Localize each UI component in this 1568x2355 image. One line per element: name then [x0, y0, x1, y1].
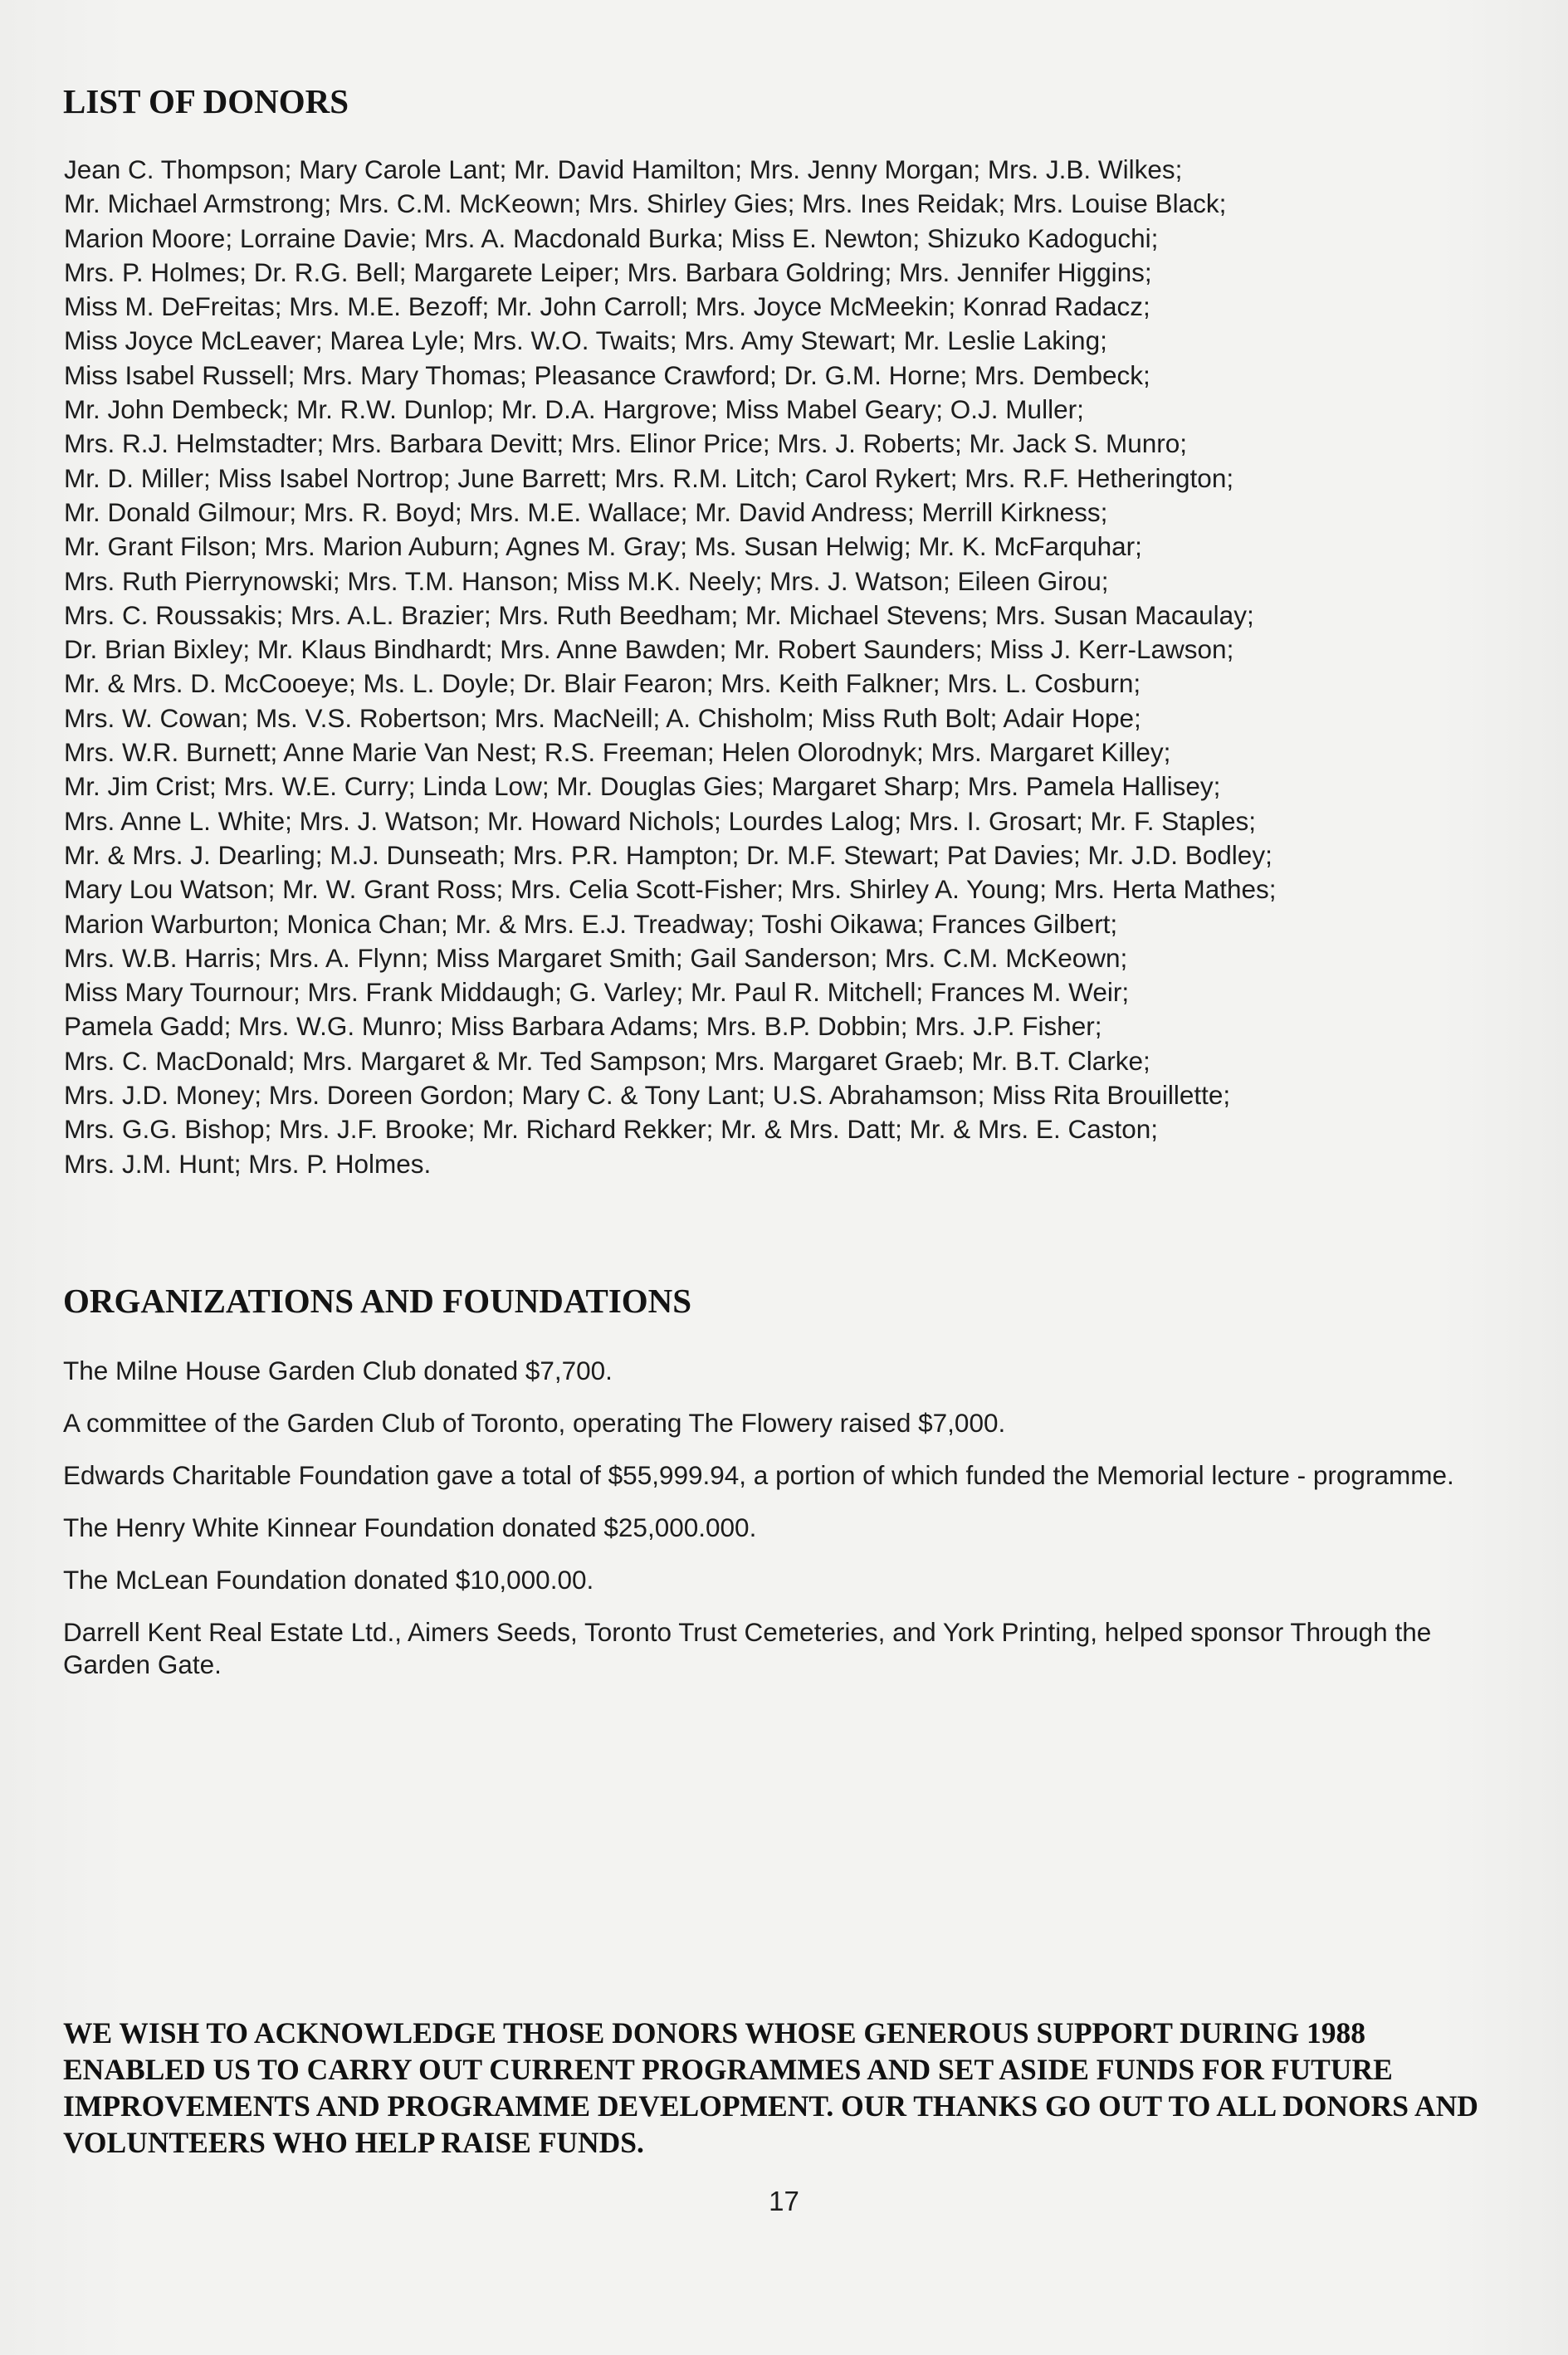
donor-line: Mrs. Ruth Pierrynowski; Mrs. T.M. Hanson; Miss M.K. Neely; Mrs. J. Watson; Eileen Girou;: [64, 565, 1109, 596]
donor-line: Miss Mary Tournour; Mrs. Frank Middaugh; G. Varley; Mr. Paul R. Mitchell; Frances M. Weir;: [64, 977, 1130, 1008]
donor-line: Mrs. W. Cowan; Ms. V.S. Robertson; Mrs. MacNeill; A. Chisholm; Miss Ruth Bolt; Adair Hope;: [64, 702, 1141, 733]
org-edwards-foundation: Edwards Charitable Foundation gave a total of $55,999.94, a portion of which funded the Memorial lecture - programme.: [63, 1460, 1454, 1490]
org-garden-club-toronto: A committee of the Garden Club of Toronto, operating The Flowery raised $7,000.: [63, 1408, 1006, 1438]
donor-line: Dr. Brian Bixley; Mr. Klaus Bindhardt; Mrs. Anne Bawden; Mr. Robert Saunders; Miss J. Kerr-Lawson;: [64, 634, 1234, 665]
org-kinnear-foundation: The Henry White Kinnear Foundation donated $25,000.000.: [63, 1512, 757, 1542]
donor-line: Jean C. Thompson; Mary Carole Lant; Mr. David Hamilton; Mrs. Jenny Morgan; Mrs. J.B. Wilkes;: [64, 154, 1183, 184]
donor-line: Marion Warburton; Monica Chan; Mr. & Mrs. E.J. Treadway; Toshi Oikawa; Frances Gilbert;: [64, 908, 1118, 939]
donor-line: Mrs. C. Roussakis; Mrs. A.L. Brazier; Mrs. Ruth Beedham; Mr. Michael Stevens; Mrs. Susan Macaulay;: [64, 599, 1254, 630]
org-mclean-foundation: The McLean Foundation donated $10,000.00.: [63, 1565, 594, 1595]
donor-line: Mr. John Dembeck; Mr. R.W. Dunlop; Mr. D.A. Hargrove; Miss Mabel Geary; O.J. Muller;: [64, 394, 1084, 425]
donor-line: Mr. & Mrs. D. McCooeye; Ms. L. Doyle; Dr. Blair Fearon; Mrs. Keith Falkner; Mrs. L. Cosburn;: [64, 668, 1141, 699]
donors-heading: LIST OF DONORS: [63, 82, 349, 120]
donor-line: Mrs. J.M. Hunt; Mrs. P. Holmes.: [64, 1148, 432, 1179]
donor-line: Mrs. P. Holmes; Dr. R.G. Bell; Margarete Leiper; Mrs. Barbara Goldring; Mrs. Jennifer Higgins;: [64, 257, 1152, 287]
donor-line: Miss M. DeFreitas; Mrs. M.E. Bezoff; Mr. John Carroll; Mrs. Joyce McMeekin; Konrad Radacz;: [64, 291, 1150, 322]
donor-line: Marion Moore; Lorraine Davie; Mrs. A. Macdonald Burka; Miss E. Newton; Shizuko Kadoguchi;: [64, 222, 1159, 253]
donor-line: Mrs. C. MacDonald; Mrs. Margaret & Mr. Ted Sampson; Mrs. Margaret Graeb; Mr. B.T. Clarke;: [64, 1045, 1150, 1076]
donor-line: Mr. Donald Gilmour; Mrs. R. Boyd; Mrs. M.E. Wallace; Mr. David Andress; Merrill Kirkness;: [64, 496, 1108, 527]
donor-line: Mr. D. Miller; Miss Isabel Nortrop; June Barrett; Mrs. R.M. Litch; Carol Rykert; Mrs. R.F. Hetherington;: [64, 462, 1234, 493]
organizations-heading: ORGANIZATIONS AND FOUNDATIONS: [63, 1282, 692, 1320]
donor-line: Mrs. W.B. Harris; Mrs. A. Flynn; Miss Margaret Smith; Gail Sanderson; Mrs. C.M. McKeown;: [64, 942, 1128, 973]
donor-line: Mary Lou Watson; Mr. W. Grant Ross; Mrs. Celia Scott-Fisher; Mrs. Shirley A. Young; Mrs. Herta Mathes;: [64, 874, 1277, 905]
donor-line: Pamela Gadd; Mrs. W.G. Munro; Miss Barbara Adams; Mrs. B.P. Dobbin; Mrs. J.P. Fisher;: [64, 1011, 1102, 1042]
page-number: 17: [769, 2186, 799, 2216]
org-milne-house: The Milne House Garden Club donated $7,700.: [63, 1356, 613, 1385]
donor-line: Mrs. Anne L. White; Mrs. J. Watson; Mr. Howard Nichols; Lourdes Lalog; Mrs. I. Grosart; Mr. F. Staples;: [64, 805, 1257, 836]
organizations-list: [63, 1355, 1507, 1701]
donor-line: Miss Joyce McLeaver; Marea Lyle; Mrs. W.O. Twaits; Mrs. Amy Stewart; Mr. Leslie Laking;: [64, 325, 1107, 356]
donor-list: [64, 153, 1500, 1181]
donor-line: Mr. Michael Armstrong; Mrs. C.M. McKeown; Mrs. Shirley Gies; Mrs. Ines Reidak; Mrs. Louise Black;: [64, 188, 1227, 219]
donor-line: Mr. & Mrs. J. Dearling; M.J. Dunseath; Mrs. P.R. Hampton; Dr. M.F. Stewart; Pat Davies; Mr. J.D. Bodley;: [64, 839, 1272, 870]
donor-line: Mrs. J.D. Money; Mrs. Doreen Gordon; Mary C. & Tony Lant; U.S. Abrahamson; Miss Rita Brouillette;: [64, 1080, 1231, 1111]
donor-line: Mrs. W.R. Burnett; Anne Marie Van Nest; R.S. Freeman; Helen Olorodnyk; Mrs. Margaret Killey;: [64, 737, 1171, 768]
donor-line: Mr. Jim Crist; Mrs. W.E. Curry; Linda Low; Mr. Douglas Gies; Margaret Sharp; Mrs. Pamela Hallisey;: [64, 771, 1221, 802]
donor-line: Mrs. R.J. Helmstadter; Mrs. Barbara Devitt; Mrs. Elinor Price; Mrs. J. Roberts; Mr. Jack S. Munro;: [64, 428, 1188, 459]
donor-line: Miss Isabel Russell; Mrs. Mary Thomas; Pleasance Crawford; Dr. G.M. Horne; Mrs. Dembeck;: [64, 359, 1150, 390]
acknowledgement-statement: WE WISH TO ACKNOWLEDGE THOSE DONORS WHOSE GENEROUS SUPPORT DURING 1988 ENABLED US TO CARRY OUT CURRENT PROGRAMMES AND SET ASIDE FUNDS FOR FUTURE IMPROVEMENTS AND PROGRAMME DEVELOPMENT. OUR THANKS GO OUT TO ALL DONORS AND VOLUNTEERS WHO HELP RAISE FUNDS.: [63, 2016, 1478, 2159]
org-sponsors: Darrell Kent Real Estate Ltd., Aimers Seeds, Toronto Trust Cemeteries, and York Printing, helped sponsor Through the Garden Gate.: [63, 1617, 1432, 1679]
donor-line: Mr. Grant Filson; Mrs. Marion Auburn; Agnes M. Gray; Ms. Susan Helwig; Mr. K. McFarquhar;: [64, 531, 1142, 562]
donor-line: Mrs. G.G. Bishop; Mrs. J.F. Brooke; Mr. Richard Rekker; Mr. & Mrs. Datt; Mr. & Mrs. E. Caston;: [64, 1114, 1159, 1145]
